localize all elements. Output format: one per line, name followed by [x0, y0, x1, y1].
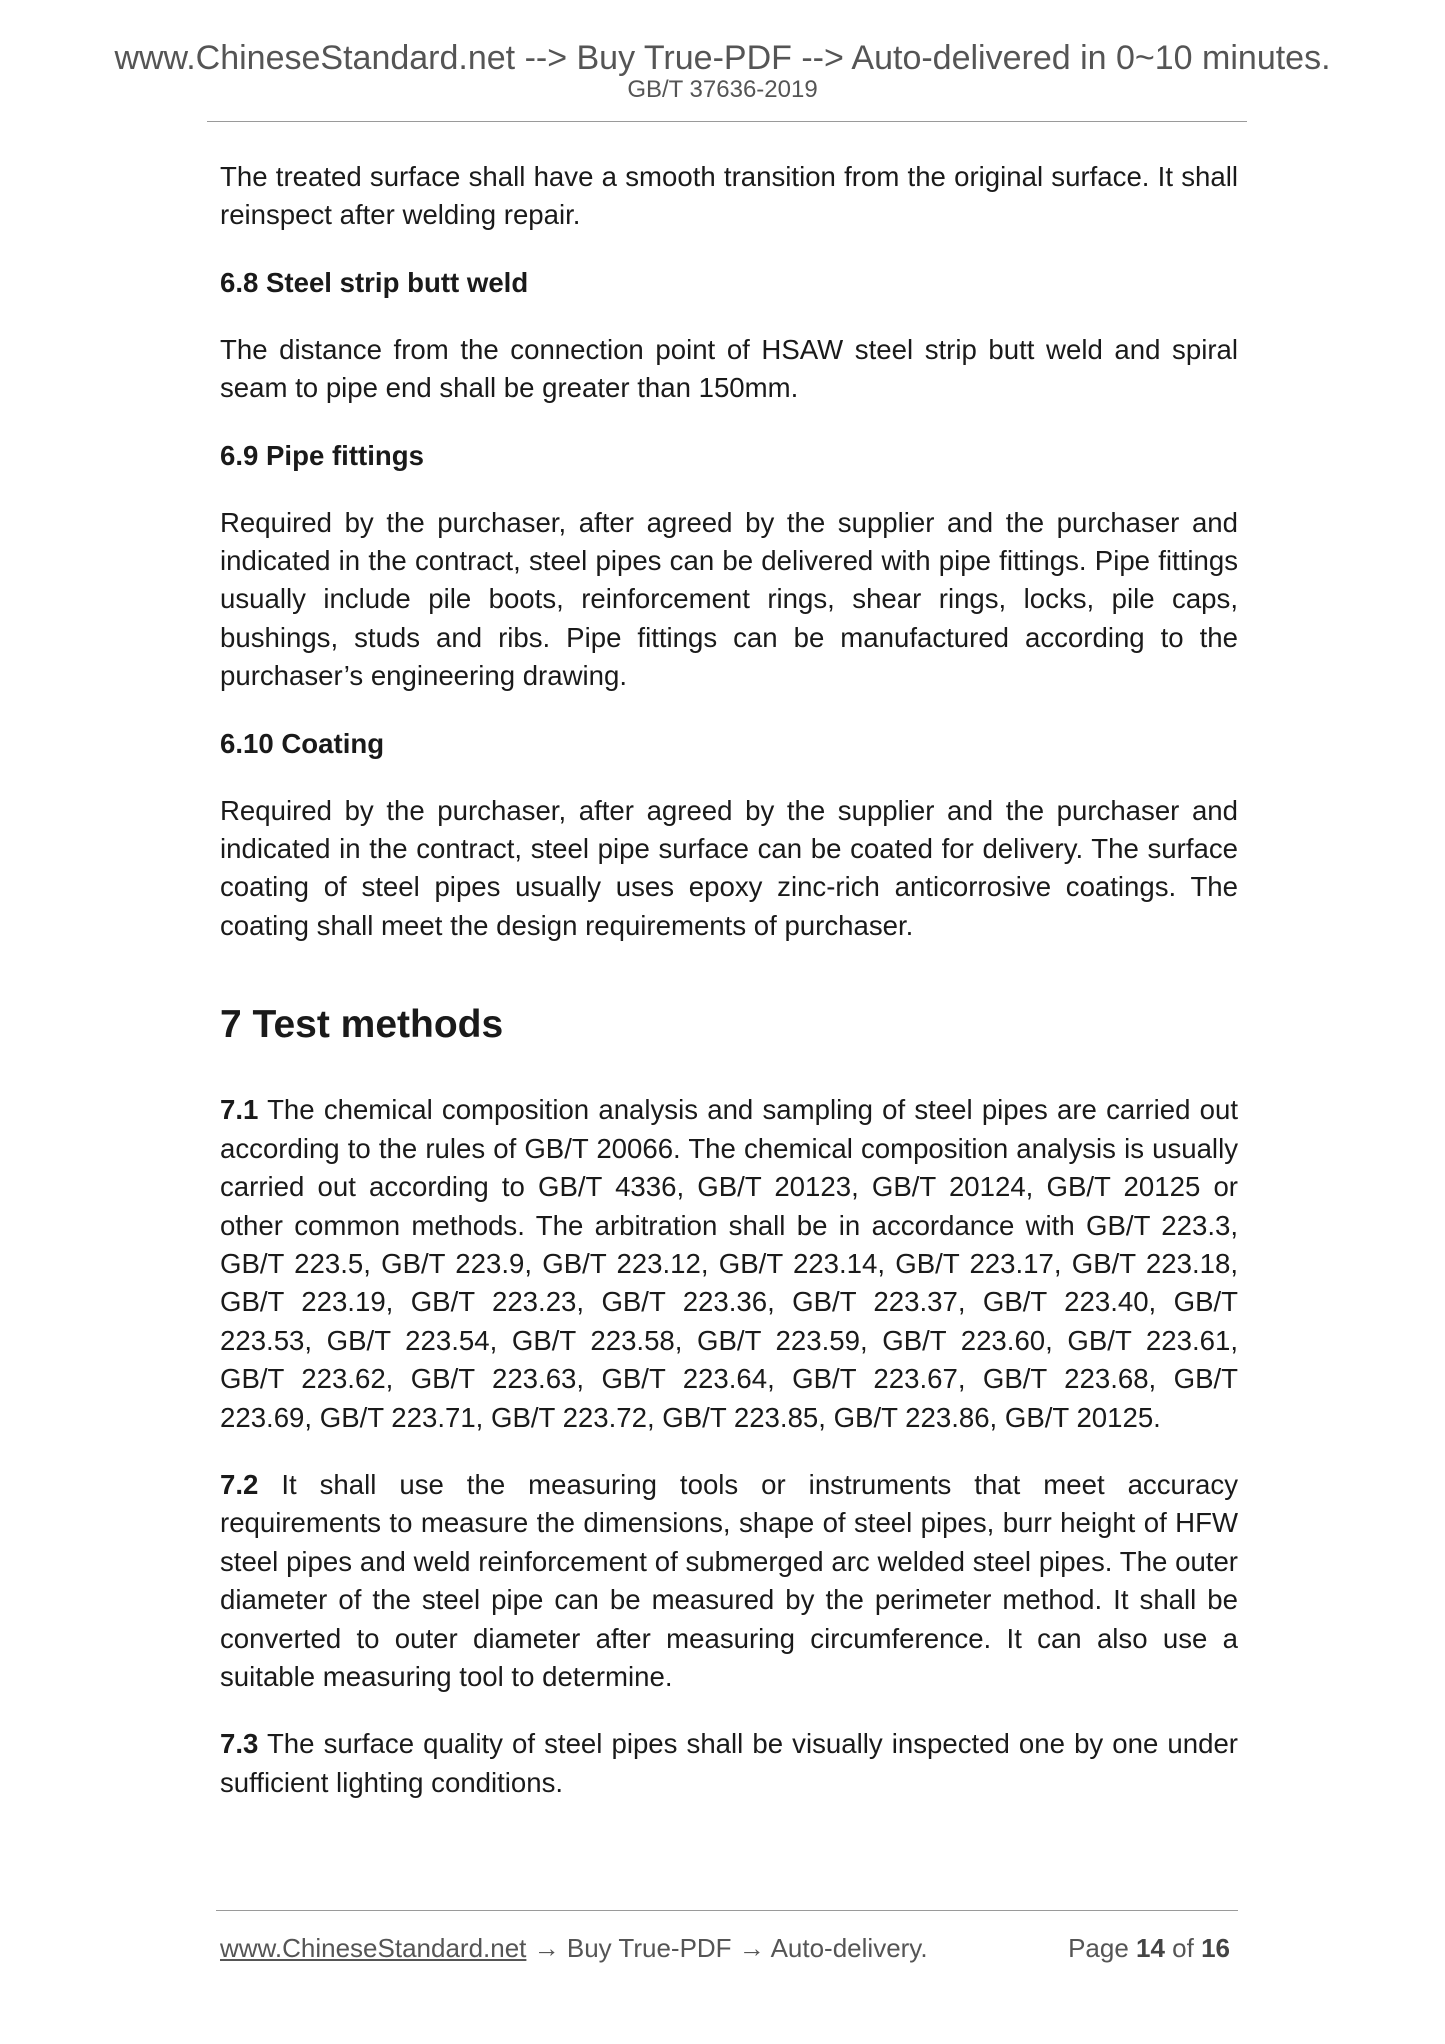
clause-7-3-text: The surface quality of steel pipes shall be visually inspected one by one under sufficient lighting conditions.: [220, 1728, 1238, 1798]
current-page: 14: [1136, 1933, 1165, 1963]
heading-6-8: 6.8 Steel strip butt weld: [220, 266, 529, 298]
page-number: [1068, 1932, 1230, 1964]
paragraph-6-9: Required by the purchaser, after agreed by the supplier and the purchaser and indicated in the contract, steel pipes can be delivered with pipe fittings. Pipe fittings usually include pile boots, reinforcement rings, shear rings, locks, pile caps, bushings, studs and ribs. Pipe fittings can be manufactured according to the purchaser’s engineering drawing.: [220, 506, 1238, 692]
page-of-label: of: [1164, 1933, 1202, 1963]
clause-7-1: [220, 1091, 1238, 1437]
clause-7-2-number: 7.2: [220, 1468, 259, 1500]
clause-7-1-text: The chemical composition analysis and sampling of steel pipes are carried out according to the rules of GB/T 20066. The chemical composition analysis is usually carried out according to GB/T 4336, GB/T 20123, GB/T 20124, GB/T 20125 or other common methods. The arbitration shall be in accordance with GB/T 223.3, GB/T 223.5, GB/T 223.9, GB/T 223.12, GB/T 223.14, GB/T 223.17, GB/T 223.18, GB/T 223.19, GB/T 223.23, GB/T 223.36, GB/T 223.37, GB/T 223.40, GB/T 223.53, GB/T 223.54, GB/T 223.58, GB/T 223.59, GB/T 223.60, GB/T 223.61, GB/T 223.62, GB/T 223.63, GB/T 223.64, GB/T 223.67, GB/T 223.68, GB/T 223.69, GB/T 223.71, GB/T 223.72, GB/T 223.85, GB/T 223.86, GB/T 20125.: [220, 1094, 1238, 1433]
page-label: Page: [1068, 1933, 1137, 1963]
heading-6-9: 6.9 Pipe fittings: [220, 439, 424, 471]
heading-6-10: 6.10 Coating: [220, 727, 385, 759]
section-heading-7: 7 Test methods: [220, 1003, 504, 1047]
header-divider: [207, 121, 1247, 122]
clause-7-1-number: 7.1: [220, 1094, 259, 1126]
page-content: [220, 158, 1238, 1831]
standard-number: GB/T 37636-2019: [627, 76, 818, 103]
footer-promo-text: → Buy True-PDF → Auto-delivery.: [526, 1933, 928, 1963]
total-pages: 16: [1201, 1933, 1230, 1963]
clause-7-2-text: It shall use the measuring tools or instruments that meet accuracy requirements to measure the dimensions, shape of steel pipes, burr height of HFW steel pipes and weld reinforcement of submerged arc welded steel pipes. The outer diameter of the steel pipe can be measured by the perimeter method. It shall be converted to outer diameter after measuring circumference. It can also use a suitable measuring tool to determine.: [220, 1468, 1238, 1692]
clause-7-2: [220, 1466, 1238, 1696]
clause-7-3-number: 7.3: [220, 1728, 259, 1760]
page-footer: [220, 1932, 1230, 1964]
clause-7-3: [220, 1725, 1238, 1802]
paragraph-6-8: The distance from the connection point of HSAW steel strip butt weld and spiral seam to pipe end shall be greater than 150mm.: [220, 333, 1238, 404]
paragraph-6-10: Required by the purchaser, after agreed by the supplier and the purchaser and indicated in the contract, steel pipe surface can be coated for delivery. The surface coating of steel pipes usually uses epoxy zinc-rich anticorrosive coatings. The coating shall meet the design requirements of purchaser.: [220, 794, 1238, 941]
header-banner: www.ChineseStandard.net --> Buy True-PDF --> Auto-delivered in 0~10 minutes.: [114, 39, 1331, 77]
footer-divider: [216, 1910, 1238, 1911]
footer-website-link[interactable]: www.ChineseStandard.net: [220, 1933, 527, 1963]
intro-paragraph: The treated surface shall have a smooth transition from the original surface. It shall reinspect after welding repair.: [220, 161, 1238, 231]
